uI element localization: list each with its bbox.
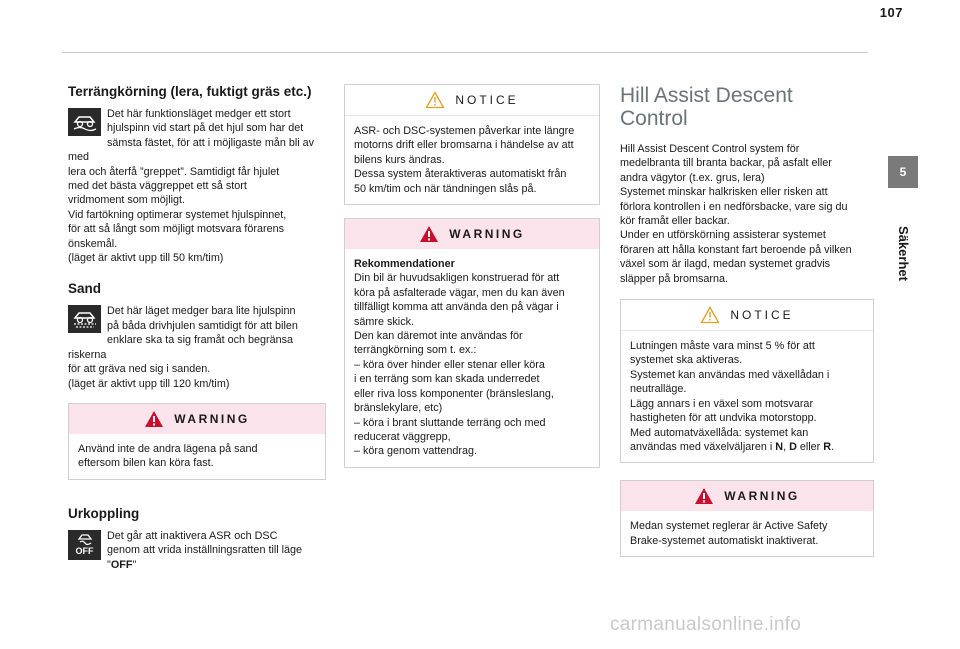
notice-heading: NOTICE xyxy=(455,93,519,107)
warning-heading: WARNING xyxy=(449,227,525,242)
esp-off-icon-label: OFF xyxy=(75,546,94,557)
recommendations-warning-box xyxy=(344,218,600,468)
notice-triangle-icon xyxy=(425,91,445,109)
chapter-tab[interactable]: 5 xyxy=(888,156,918,188)
notice-header xyxy=(621,300,873,331)
hill-assist-notice-text: Lutningen måste vara minst 5 % för att systemet ska aktiveras. Systemet kan användas med växellådan i neutralläge. Lägg annars i en växel som motsvarar hastigheten för att undvika motorstopp. Med automatväxellåda: systemet kan användas med växelväljaren i N, D eller R. xyxy=(630,340,835,453)
recommendations-title: Rekommendationer xyxy=(354,258,455,271)
warning-triangle-icon xyxy=(419,225,439,243)
warning-heading: WARNING xyxy=(724,489,800,504)
terrain-text: Det här funktionsläget medger ett stort hjulspinn vid start på det hjul som har det sämsta fästet, för att i möjligaste mån bli av med lera och återfå ”greppet”. Samtidigt får hjulet med det bästa väggreppet ett så stort vridmoment som möjligt. Vid fartökning optimerar systemet hjulspinnet, för att så långt som möjligt motsvara förarens önskemål. (läget är aktivt upp till 50 km/tim) xyxy=(68,108,315,265)
column-right xyxy=(620,84,874,557)
warning-header xyxy=(69,404,325,434)
terrain-heading: Terrängkörning (lera, fuktigt gräs etc.) xyxy=(68,84,312,99)
column-left xyxy=(68,84,326,572)
recommendations-text: Din bil är huvudsakligen konstruerad för att köra på asfalterade vägar, men du kan även tillfälligt komma att använda den på vägar i sämre skick. Den kan däremot inte användas för terrängkörning som t. ex.: – köra över hinder eller stenar eller köra i en terräng som kan skada underredet eller riva loss komponenter (bränsleslang, bränslekylare, etc) – köra i brant sluttande terräng och med reducerat väggrepp, – köra genom vattendrag. xyxy=(354,272,565,458)
warning-triangle-icon xyxy=(694,487,714,505)
chapter-label-text: Säkerhet xyxy=(895,225,911,281)
watermark: carmanualsonline.info xyxy=(610,614,802,635)
esp-off-icon xyxy=(68,530,101,560)
chapter-label xyxy=(888,198,918,308)
warning-header xyxy=(345,219,599,249)
warning-triangle-icon xyxy=(144,410,164,428)
notice-heading: NOTICE xyxy=(730,308,794,323)
urkoppling-text: Det går att inaktivera ASR och DSC genom att vrida inställningsratten till läge "OFF" xyxy=(107,529,303,571)
sand-mode-icon xyxy=(68,305,101,333)
notice-triangle-icon xyxy=(700,306,720,324)
asr-notice-text: ASR- och DSC-systemen påverkar inte längre motorns drift eller bromsarna i händelse av att bilens kurs ändras. Dessa system återaktiveras automatiskt från 50 km/tim och när tändningen slås på. xyxy=(354,125,575,195)
terrain-mode-icon xyxy=(68,108,101,136)
urkoppling-heading: Urkoppling xyxy=(68,505,140,521)
warning-header xyxy=(621,481,873,511)
asr-notice-box xyxy=(344,84,600,205)
active-safety-warning-box xyxy=(620,480,874,557)
sand-heading: Sand xyxy=(68,281,102,297)
column-middle xyxy=(344,84,600,468)
sand-warning-text: Använd inte de andra lägena på sand eftersom bilen kan köra fast. xyxy=(78,442,258,470)
page-number: 107 xyxy=(879,5,903,20)
header-rule xyxy=(62,52,868,53)
sand-warning-box xyxy=(68,403,326,480)
warning-heading: WARNING xyxy=(174,411,250,426)
hill-assist-text: Hill Assist Descent Control system för medelbranta till branta backar, på asfalt eller andra vägytor (t.ex. grus, lera) Systemet minskar halkrisken eller risken att förlora kontrollen i en nedförsbacke, vare sig du kör framåt eller backar. Under en utförskörning assisterar systemet föraren att hålla konstant fart beroende på vilken växel som är ilagd, medan systemet gradvis släpper på bromsarna. xyxy=(620,143,852,285)
hill-assist-notice-box xyxy=(620,299,874,463)
active-safety-warning-text: Medan systemet reglerar är Active Safety Brake-systemet automatiskt inaktiverat. xyxy=(630,520,828,547)
hill-assist-title: Hill Assist Descent Control xyxy=(620,84,793,130)
notice-header xyxy=(345,85,599,116)
sand-text: Det här läget medger bara lite hjulspinn på båda drivhjulen samtidigt för att bilen enklare ska ta sig framåt och begränsa riskerna för att gräva ned sig i sanden. (läget är aktivt upp till 120 km/tim) xyxy=(68,305,298,390)
